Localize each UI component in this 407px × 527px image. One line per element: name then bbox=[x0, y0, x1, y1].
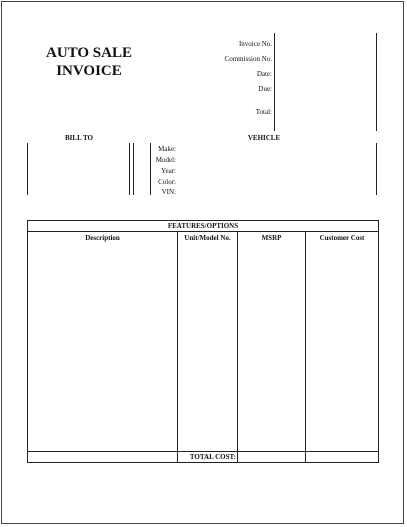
header-left-divider bbox=[274, 33, 275, 131]
bill-to-heading: BILL TO bbox=[65, 134, 93, 142]
features-table bbox=[27, 220, 379, 463]
column-unit-model: Unit/Model No. bbox=[184, 234, 231, 242]
features-title-divider bbox=[27, 231, 379, 232]
color-label: Color: bbox=[158, 178, 176, 186]
column-customer-cost: Customer Cost bbox=[319, 234, 365, 242]
title-line-1: AUTO SALE bbox=[45, 45, 132, 61]
make-label: Make: bbox=[158, 145, 176, 153]
date-label: Date: bbox=[256, 70, 272, 78]
header-right-divider bbox=[376, 33, 377, 131]
commission-no-label: Commission No. bbox=[224, 55, 272, 63]
col-divider-2 bbox=[237, 231, 238, 463]
vin-label: VIN: bbox=[161, 188, 176, 196]
due-label: Due: bbox=[258, 85, 272, 93]
column-description: Description bbox=[85, 234, 120, 242]
title-line-2: INVOICE bbox=[56, 63, 122, 79]
total-label: Total: bbox=[255, 108, 272, 116]
bill-to-left-line bbox=[27, 143, 28, 195]
year-label: Year: bbox=[161, 167, 176, 175]
vehicle-heading: VEHICLE bbox=[247, 134, 281, 142]
col-divider-1 bbox=[177, 231, 178, 463]
bill-to-right-line-a bbox=[129, 143, 130, 195]
total-cost-label: TOTAL COST: bbox=[189, 453, 236, 461]
model-label: Model: bbox=[155, 156, 176, 164]
total-row-divider bbox=[27, 451, 379, 452]
col-divider-3 bbox=[305, 231, 306, 463]
invoice-title bbox=[30, 44, 148, 80]
column-msrp: MSRP bbox=[261, 234, 282, 242]
bill-to-right-line-b bbox=[133, 143, 134, 195]
features-title: FEATURES/OPTIONS bbox=[167, 222, 239, 230]
vehicle-right-line bbox=[376, 143, 377, 195]
invoice-no-label: Invoice No. bbox=[238, 40, 272, 48]
